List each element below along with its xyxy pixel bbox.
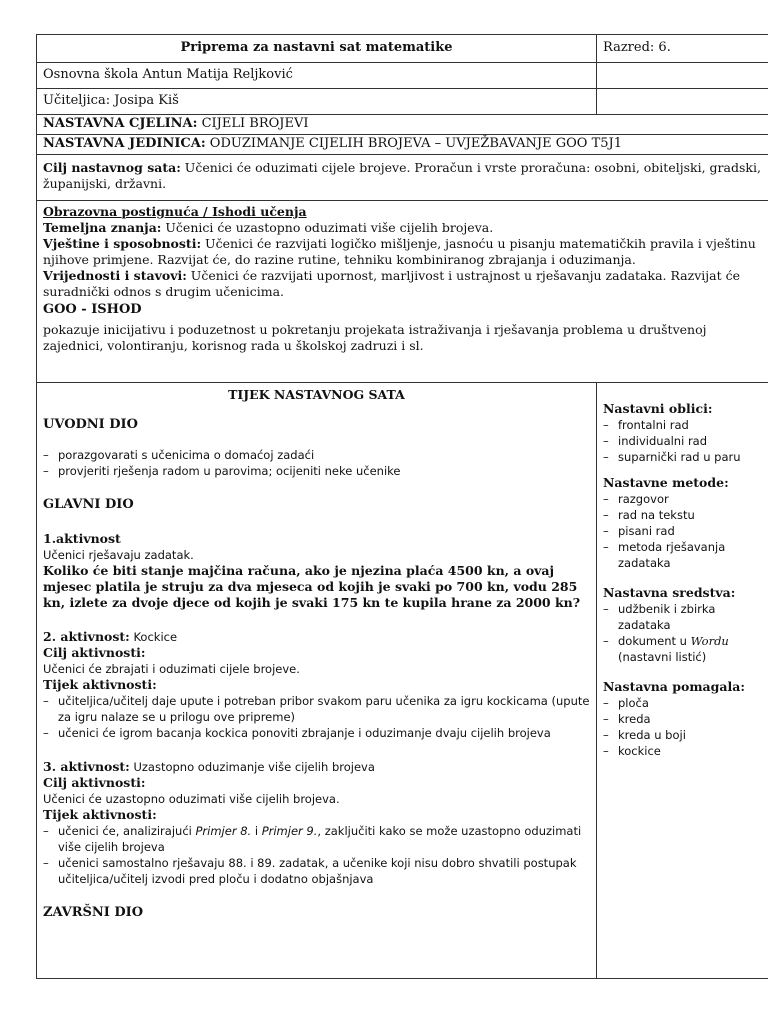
list-item: – porazgovarati s učenicima o domaćoj zadaći xyxy=(43,447,590,463)
forms-list xyxy=(603,417,761,465)
activity2-goal: Učenici će zbrajati i oduzimati cijele brojeve. xyxy=(43,662,300,676)
activity3-name: Uzastopno oduzimanje više cijelih brojeva xyxy=(129,760,375,774)
lesson-plan-document xyxy=(36,34,768,978)
teacher-name: Učiteljica: Josipa Kiš xyxy=(43,93,179,108)
activity2-goal-label: Cilj aktivnosti: xyxy=(43,645,146,660)
methods-title: Nastavne metode: xyxy=(603,475,729,490)
school-name: Osnovna škola Antun Matija Reljković xyxy=(43,67,293,82)
outcomes-row xyxy=(36,200,768,382)
flow-row xyxy=(36,382,768,978)
list-item: – provjeriti rješenja radom u parovima; ocijeniti neke učenike xyxy=(43,463,590,479)
skills-text: Učenici će razvijati logičko mišljenje, jasnoću u pisanju matematičkih pravila i vještinu njihove primjene. Razvijat će, do razine rutine, tehniku kombiniranog zbrajanja i oduzimanja. xyxy=(43,236,756,267)
outcomes-heading: Obrazovna postignuća / Ishodi učenja xyxy=(43,204,307,219)
list-item: – udžbenik i zbirka zadataka xyxy=(603,601,761,633)
example-8-ref: Primjer 8. xyxy=(195,824,252,838)
list-item: – individualni rad xyxy=(603,433,761,449)
goo-heading: GOO - ISHOD xyxy=(43,302,142,317)
lesson-value: ODUZIMANJE CIJELIH BROJEVA – UVJEŽBAVANJE GOO T5J1 xyxy=(205,136,623,151)
goal-row xyxy=(36,154,768,200)
activity3-label: 3. aktivnost: xyxy=(43,759,130,774)
list-item: – frontalni rad xyxy=(603,417,761,433)
activity1-task: Koliko će biti stanje majčina računa, ako je njezina plaća 4500 kn, a ovaj mjesec platila je struju za dva mjeseca od kojih je svaki po 700 kn, vodu 285 kn, izlete za dvoje djece od kojih je svaki 175 kn te kupila hrane za 2000 kn? xyxy=(43,563,581,610)
means-title: Nastavna sredstva: xyxy=(603,585,736,600)
list-item: – učenici će, analizirajući Primjer 8. i Primjer 9., zaključiti kako se može uzastopno oduzimati više cijelih brojeva xyxy=(43,823,590,855)
activity1-title: 1.aktivnost xyxy=(43,531,121,546)
teacher-row xyxy=(36,88,768,114)
intro-heading: UVODNI DIO xyxy=(43,417,138,432)
activity2-title xyxy=(43,629,590,645)
list-item: – metoda rješavanja zadataka xyxy=(603,539,761,571)
flow-title: TIJEK NASTAVNOG SATA xyxy=(228,387,405,402)
list-item: – rad na tekstu xyxy=(603,507,761,523)
activity2-label: 2. aktivnost: xyxy=(43,629,130,644)
knowledge-label: Temeljna znanja: xyxy=(43,220,162,235)
knowledge-block xyxy=(43,220,762,236)
unit-label: NASTAVNA CJELINA: xyxy=(43,116,198,131)
grade-label: Razred: 6. xyxy=(596,35,767,62)
school-row xyxy=(36,62,768,88)
values-text: Učenici će razvijati upornost, marljivost i ustrajnost u rješavanju zadataka. Razvijat će suradnički odnos s drugim učenicima. xyxy=(43,268,741,299)
activity3-goal-label: Cilj aktivnosti: xyxy=(43,775,146,790)
lesson-row xyxy=(36,134,768,154)
activity3-title xyxy=(43,759,590,775)
activity3-flow-label: Tijek aktivnosti: xyxy=(43,807,157,822)
word-ref: Wordu xyxy=(690,634,729,648)
knowledge-text: Učenici će uzastopno oduzimati više cijelih brojeva. xyxy=(161,220,494,235)
skills-label: Vještine i sposobnosti: xyxy=(43,236,202,251)
goo-text: pokazuje inicijativu i poduzetnost u pokretanju projekata istraživanja i rješavanja problema u društvenoj zajednici, volontiranju, korisnog rada u školskoj zadruzi i sl. xyxy=(43,322,707,353)
values-block xyxy=(43,268,762,300)
document-title: Priprema za nastavni sat matematike xyxy=(180,40,453,55)
aids-title: Nastavna pomagala: xyxy=(603,679,745,694)
aids-list xyxy=(603,695,761,759)
list-item: – kockice xyxy=(603,743,761,759)
goal-label: Cilj nastavnog sata: xyxy=(43,160,181,175)
activity2-list xyxy=(43,693,590,741)
means-list xyxy=(603,601,761,665)
activity2-flow-label: Tijek aktivnosti: xyxy=(43,677,157,692)
list-item: – pisani rad xyxy=(603,523,761,539)
intro-list xyxy=(43,447,590,479)
activity1-text: Učenici rješavaju zadatak. xyxy=(43,548,194,562)
unit-value: CIJELI BROJEVI xyxy=(197,116,309,131)
list-item: – dokument u Wordu (nastavni listić) xyxy=(603,633,761,665)
list-item: – učenici će igrom bacanja kockica ponoviti zbrajanje i oduzimanje dvaju cijelih brojeva xyxy=(43,725,590,741)
skills-block xyxy=(43,236,762,268)
main-heading: GLAVNI DIO xyxy=(43,497,134,512)
list-item: – učenici samostalno rješavaju 88. i 89. zadatak, a učenike koji nisu dobro shvatili postupak učiteljica/učitelj izvodi pred ploču i dodatno objašnjava xyxy=(43,855,590,887)
final-heading: ZAVRŠNI DIO xyxy=(43,905,144,920)
activity3-list xyxy=(43,823,590,887)
table-bottom-border xyxy=(36,978,768,979)
values-label: Vrijednosti i stavovi: xyxy=(43,268,187,283)
lesson-label: NASTAVNA JEDINICA: xyxy=(43,136,206,151)
activity2-name: Kockice xyxy=(129,630,178,644)
flow-column xyxy=(37,383,596,978)
methods-list xyxy=(603,491,761,571)
list-item: – razgovor xyxy=(603,491,761,507)
example-9-ref: Primjer 9. xyxy=(261,824,318,838)
list-item: – kreda u boji xyxy=(603,727,761,743)
goal-value: Učenici će oduzimati cijele brojeve. Proračun i vrste proračuna: osobni, obiteljski, gradski, županijski, državni. xyxy=(43,160,761,191)
list-item: – suparnički rad u paru xyxy=(603,449,761,465)
side-column xyxy=(596,383,767,978)
list-item: – kreda xyxy=(603,711,761,727)
forms-title: Nastavni oblici: xyxy=(603,401,713,416)
title-row xyxy=(36,34,768,62)
activity3-goal: Učenici će uzastopno oduzimati više cijelih brojeva. xyxy=(43,792,340,806)
list-item: – učiteljica/učitelj daje upute i potreban pribor svakom paru učenika za igru kockicama (upute za igru nalaze se u prilogu ove pripreme) xyxy=(43,693,590,725)
list-item: – ploča xyxy=(603,695,761,711)
unit-row xyxy=(36,114,768,134)
